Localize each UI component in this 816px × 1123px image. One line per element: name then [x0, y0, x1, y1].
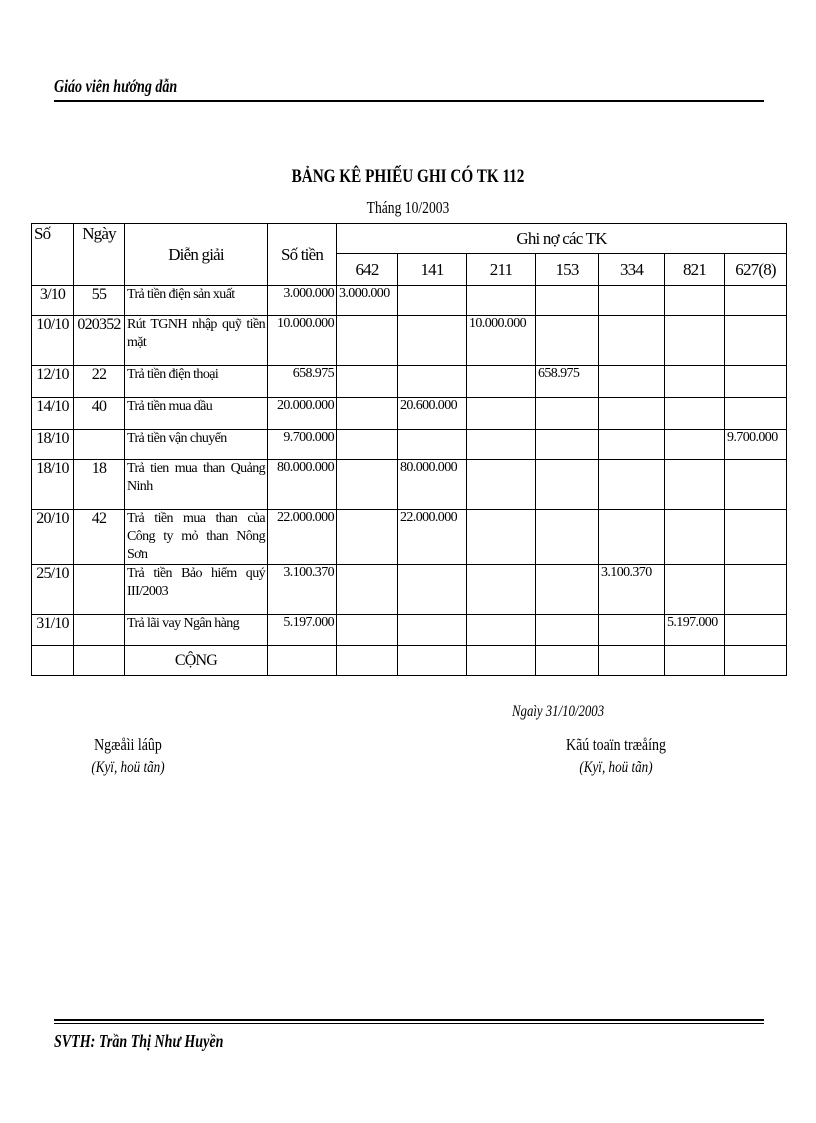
cell-account-amount	[337, 510, 398, 565]
header-advisor-label: Giáo viên hướng dẫn	[54, 76, 178, 96]
cell-account-amount	[665, 398, 725, 430]
table-row	[32, 615, 787, 646]
signature-preparer-note: (Kyï, hoü tãn)	[91, 759, 165, 776]
col-header-account: 141	[398, 254, 467, 286]
cell-account-amount	[536, 286, 599, 316]
cell-so-tien: 3.000.000	[268, 286, 337, 316]
cell-account-amount: 9.700.000	[725, 430, 787, 460]
total-cell	[536, 646, 599, 676]
total-cell	[32, 646, 74, 676]
cell-account-amount	[398, 565, 467, 615]
cell-account-amount	[725, 460, 787, 510]
cell-dien-giai: Trả lãi vay Ngân hàng	[125, 615, 268, 646]
cell-so-tien: 20.000.000	[268, 398, 337, 430]
table-row	[32, 366, 787, 398]
footer-rule-thin	[54, 1023, 764, 1024]
cell-so-tien: 3.100.370	[268, 565, 337, 615]
total-row	[32, 646, 787, 676]
cell-so-tien: 658.975	[268, 366, 337, 398]
cell-account-amount: 5.197.000	[665, 615, 725, 646]
cell-account-amount	[398, 615, 467, 646]
cell-account-amount: 10.000.000	[467, 316, 536, 366]
cell-dien-giai: Rút TGNH nhập quỹ tiền mặt	[125, 316, 268, 366]
table-row	[32, 286, 787, 316]
total-cell	[74, 646, 125, 676]
cell-so: 10/10	[32, 316, 74, 366]
cell-so-tien: 22.000.000	[268, 510, 337, 565]
cell-account-amount: 658.975	[536, 366, 599, 398]
cell-account-amount	[337, 615, 398, 646]
cell-so-tien: 9.700.000	[268, 430, 337, 460]
cell-account-amount	[467, 430, 536, 460]
cell-account-amount	[398, 286, 467, 316]
col-header-so: Số	[32, 224, 74, 286]
col-header-account: 211	[467, 254, 536, 286]
cell-so: 20/10	[32, 510, 74, 565]
cell-account-amount	[536, 316, 599, 366]
footer-student-label: SVTH: Trần Thị Như Huyền	[54, 1031, 224, 1051]
cell-account-amount	[536, 398, 599, 430]
cell-ngay: 42	[74, 510, 125, 565]
col-header-account: 821	[665, 254, 725, 286]
total-cell	[467, 646, 536, 676]
cell-account-amount: 20.600.000	[398, 398, 467, 430]
col-header-account: 153	[536, 254, 599, 286]
table-row	[32, 430, 787, 460]
cell-dien-giai: Trả tiền điện sản xuất	[125, 286, 268, 316]
cell-ngay: 55	[74, 286, 125, 316]
signature-chief-accountant-role: Kãú toaïn træåíng	[566, 735, 666, 754]
cell-account-amount	[398, 316, 467, 366]
signature-chief-accountant	[536, 735, 696, 777]
cell-account-amount	[725, 316, 787, 366]
cell-account-amount	[398, 366, 467, 398]
table-row	[32, 398, 787, 430]
cell-account-amount	[725, 565, 787, 615]
cell-dien-giai: Trả tien mua than Quảng Ninh	[125, 460, 268, 510]
cell-account-amount	[725, 398, 787, 430]
page-title: BẢNG KÊ PHIẾU GHI CÓ TK 112	[291, 166, 525, 187]
cell-ngay: 22	[74, 366, 125, 398]
cell-account-amount	[536, 565, 599, 615]
cell-account-amount	[536, 510, 599, 565]
total-cell	[268, 646, 337, 676]
cell-account-amount	[467, 460, 536, 510]
cell-so: 12/10	[32, 366, 74, 398]
cell-account-amount	[536, 460, 599, 510]
ledger-table	[31, 223, 787, 676]
cell-account-amount	[665, 430, 725, 460]
table-row	[32, 460, 787, 510]
date-line: Ngaìy 31/10/2003	[512, 703, 605, 720]
table-row	[32, 316, 787, 366]
cell-so: 25/10	[32, 565, 74, 615]
cell-account-amount	[467, 398, 536, 430]
cell-account-amount	[467, 366, 536, 398]
col-header-so-tien: Số tiền	[268, 224, 337, 286]
cell-ngay	[74, 565, 125, 615]
cell-ngay: 020352	[74, 316, 125, 366]
cell-account-amount	[337, 366, 398, 398]
cell-account-amount	[665, 316, 725, 366]
total-cell	[599, 646, 665, 676]
cell-dien-giai: Trả tiền Bảo hiểm quý III/2003	[125, 565, 268, 615]
cell-account-amount	[337, 460, 398, 510]
cell-account-amount	[665, 460, 725, 510]
cell-account-amount	[398, 430, 467, 460]
total-cell	[398, 646, 467, 676]
cell-account-amount	[599, 286, 665, 316]
cell-account-amount	[665, 366, 725, 398]
cell-account-amount	[467, 286, 536, 316]
cell-so: 14/10	[32, 398, 74, 430]
cell-account-amount	[665, 286, 725, 316]
cell-so: 18/10	[32, 460, 74, 510]
cell-account-amount	[536, 430, 599, 460]
cell-so-tien: 80.000.000	[268, 460, 337, 510]
cell-so: 18/10	[32, 430, 74, 460]
cell-account-amount	[599, 366, 665, 398]
cell-dien-giai: Trả tiền vận chuyển	[125, 430, 268, 460]
signature-chief-accountant-note: (Kyï, hoü tãn)	[579, 759, 653, 776]
cell-account-amount	[599, 398, 665, 430]
footer-rule	[54, 1019, 764, 1021]
table-row	[32, 565, 787, 615]
cell-account-amount	[467, 510, 536, 565]
ledger-body	[32, 286, 787, 676]
cell-account-amount	[599, 430, 665, 460]
total-label: CỘNG	[125, 646, 268, 676]
header-rule	[54, 100, 764, 102]
cell-account-amount	[467, 565, 536, 615]
signature-preparer-role: Ngæåìi láûp	[94, 735, 162, 754]
cell-account-amount	[337, 316, 398, 366]
cell-account-amount	[599, 615, 665, 646]
cell-account-amount: 3.100.370	[599, 565, 665, 615]
col-header-account: 627(8)	[725, 254, 787, 286]
cell-account-amount	[599, 460, 665, 510]
cell-account-amount	[725, 366, 787, 398]
cell-dien-giai: Trả tiền mua dầu	[125, 398, 268, 430]
cell-account-amount	[536, 615, 599, 646]
col-header-ghi-no: Ghi nợ các TK	[337, 224, 787, 254]
cell-account-amount	[337, 565, 398, 615]
cell-account-amount	[337, 398, 398, 430]
cell-account-amount	[599, 510, 665, 565]
cell-account-amount	[665, 510, 725, 565]
cell-dien-giai: Trả tiền mua than của Công ty mỏ than Nông Sơn	[125, 510, 268, 565]
total-cell	[725, 646, 787, 676]
col-header-ngay: Ngày	[74, 224, 125, 286]
col-header-account: 642	[337, 254, 398, 286]
cell-ngay	[74, 615, 125, 646]
cell-so: 31/10	[32, 615, 74, 646]
cell-so: 3/10	[32, 286, 74, 316]
cell-account-amount	[467, 615, 536, 646]
cell-so-tien: 5.197.000	[268, 615, 337, 646]
cell-ngay	[74, 430, 125, 460]
cell-so-tien: 10.000.000	[268, 316, 337, 366]
cell-account-amount	[665, 565, 725, 615]
col-header-dien-giai: Diễn giải	[125, 224, 268, 286]
table-row	[32, 510, 787, 565]
cell-account-amount: 3.000.000	[337, 286, 398, 316]
cell-account-amount	[725, 615, 787, 646]
cell-account-amount	[599, 316, 665, 366]
cell-account-amount	[725, 510, 787, 565]
page-subtitle: Tháng 10/2003	[366, 198, 450, 217]
cell-account-amount: 80.000.000	[398, 460, 467, 510]
signature-preparer	[58, 735, 198, 777]
cell-ngay: 40	[74, 398, 125, 430]
cell-account-amount: 22.000.000	[398, 510, 467, 565]
total-cell	[665, 646, 725, 676]
col-header-account: 334	[599, 254, 665, 286]
cell-dien-giai: Trả tiền điện thoại	[125, 366, 268, 398]
total-cell	[337, 646, 398, 676]
cell-account-amount	[337, 430, 398, 460]
cell-account-amount	[725, 286, 787, 316]
cell-ngay: 18	[74, 460, 125, 510]
